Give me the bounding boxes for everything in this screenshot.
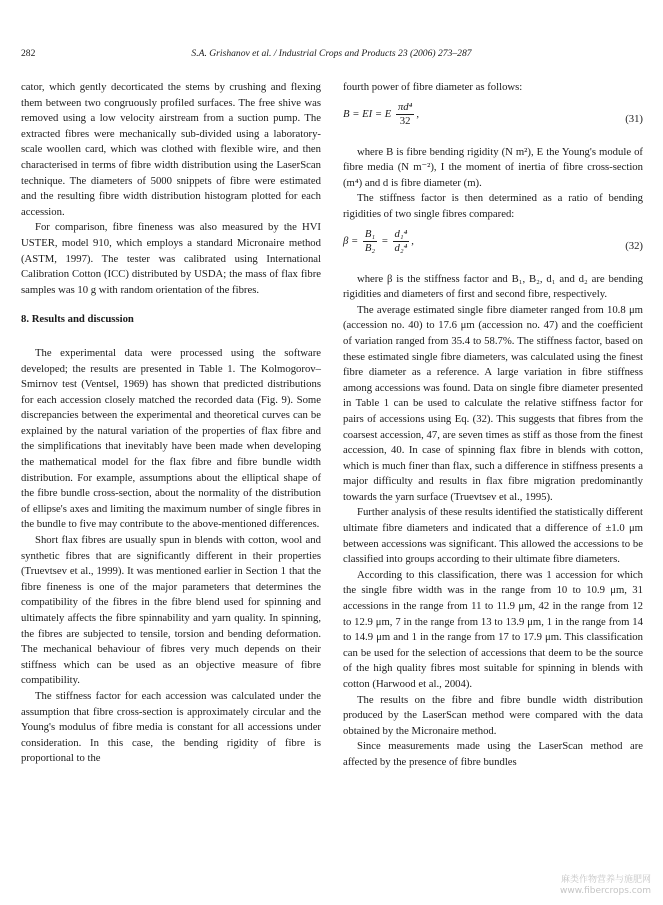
paragraph: Further analysis of these results identified the statistically different ultimate fibre diameters and indicated that a difference of ±1.0 μm between accessions was significant. This allowed the accessions to be classified into groups according to their ultimate fibre diameters.: [343, 506, 643, 566]
left-column: [21, 80, 321, 767]
equation-tail: ,: [416, 107, 420, 120]
paragraph: According to this classification, there was 1 accession for which the single fibre width was in the range from 10 to 10.9 μm, 31 accessions in the range from 11 to 11.9 μm, 42 in the range from 12 to 12.9 μm, 7 in the range from 13 to 13.9 μm, 1 in the range from 14 to 14.9 μm and 1 in the range from 17 to 17.9 μm. This classification can be used for the selection of accessions that deem to be the source of the high quality fibres most suitable for spinning in blends with cotton (Harwood et al., 2004).: [343, 568, 643, 690]
equation-tail: ,: [411, 234, 414, 247]
paragraph: fourth power of fibre diameter as follows:: [343, 81, 523, 93]
paragraph: Since measurements made using the LaserScan method are affected by the presence of fibre bundles: [343, 740, 643, 768]
equation-lhs: B = EI = E: [343, 107, 392, 120]
numerator: d₁⁴: [394, 227, 408, 240]
equals-sign: =: [381, 234, 388, 247]
denominator: d₂⁴: [394, 241, 408, 254]
equation-number: (31): [625, 112, 643, 125]
page-number: 282: [21, 48, 36, 59]
denominator: 32: [399, 114, 411, 127]
numerator: πd⁴: [397, 100, 413, 113]
equation-number: (32): [625, 239, 643, 252]
paragraph: The average estimated single fibre diameter ranged from 10.8 μm (accession no. 40) to 17.6 μm (accession no. 47) and the coefficient of variation ranged from 35.4 to 58.7%. The stiffness factor, based on these estimated single fibre diameters, was calculated using the finest fibre diameter as a reference. A large variation in fibre stiffness among accessions was found. Data on single fibre diameter presented in Table 1 can be used to calculate the relative stiffness factor for pairs of accessions using Eq. (32). This suggests that fibres from the coarsest accession, 47, are seven times as stiff as those from the finest accession, 40. In case of spinning flax fibre in blends with cotton, which is much finer than flax, such a difference in stiffness presents a major difficulty and results in flax fibre migration predominantly towards the yarn surface (Truevtsev et al., 1995).: [343, 303, 643, 503]
watermark-line: 麻类作物营养与施肥网: [560, 875, 651, 885]
numerator: B₁: [364, 227, 376, 240]
equation-lhs: β =: [343, 234, 359, 247]
watermark: [560, 875, 651, 897]
equation-31: [343, 101, 643, 141]
paragraph: The stiffness factor is then determined as a ratio of bending rigidities of two single fibres compared:: [343, 192, 643, 220]
paragraph: For comparison, fibre fineness was also measured by the HVI USTER, model 910, which employs a standard Micronaire method (ASTM, 1997). The tester was calibrated using International Calibration Cotton (ICC) distributed by USDA; the mass of flax fibre samples was 10 g with random orientation of the fibres.: [21, 221, 321, 296]
paragraph: where B is fibre bending rigidity (N m²), E the Young's module of fibre media (N m⁻²), I the moment of inertia of fibre cross-section (m⁴) and d is fibre diameter (m).: [343, 145, 643, 189]
equation-32: [343, 228, 643, 268]
paragraph: Short flax fibres are usually spun in blends with cotton, wool and synthetic fibres that are significantly different in their properties (Truevtsev et al., 1999). It was mentioned earlier in Section 1 that the fibre fineness is one of the major parameters that determines the compatibility of the fibres in the fibre blend used for spinning and ultimately affects the fibre spinnability and yarn quality. In spinning, the fibres are subjected to tensile, torsion and bending deformation. The mechanical behaviour of fibres very much depends on their stiffness which can be used as an objective measure of fibre compatibility.: [21, 534, 321, 687]
fraction: [393, 228, 410, 255]
running-header: [21, 48, 642, 62]
denominator: B₂: [364, 241, 376, 254]
paragraph: where β is the stiffness factor and B₁, B₂, d₁ and d₂ are bending rigidities and diameters of first and second fibre, respectively.: [343, 272, 643, 301]
paragraph: The stiffness factor for each accession was calculated under the assumption that fibre cross-section is approximately circular and the Young's modulus of fibre media is constant for all accessions under consideration. In this case, the bending rigidity of fibre is proportional to the: [21, 689, 321, 765]
fraction: [363, 228, 377, 255]
fraction: [396, 101, 414, 128]
section-heading: 8. Results and discussion: [21, 313, 134, 326]
paragraph: The experimental data were processed using the software developed; the results are presented in Table 1. The Kolmogorov–Smirnov test (Ventsel, 1969) has shown that predicted distributions for each accession closely matched the recorded data (Fig. 9). Some discrepancies between the experimental and theoretical curves can be explained by the natural variation of the properties of flax fibre and the simplifications that inevitably have been made when developing the mathematical model for the flax fibre and fibre bundle width distribution. For example, assumptions about the elliptical shape of the fibre bundle cross-section, about the normality of the distribution of ellipse's axes and limiting the maximum number of single fibres in the bundle to five may contribute to the above-mentioned differences.: [21, 346, 321, 531]
watermark-line: www.fibercrops.com: [560, 886, 651, 896]
paragraph: The results on the fibre and fibre bundle width distribution produced by the LaserScan method were compared with the data obtained by the Micronaire method.: [343, 693, 643, 737]
running-head: S.A. Grishanov et al. / Industrial Crops and Products 23 (2006) 273–287: [191, 48, 472, 59]
right-column: [343, 80, 643, 771]
paragraph: cator, which gently decorticated the stems by crushing and flexing them between two congruously profiled surfaces. The free shive was removed using a low velocity airstream from a suction pump. The extracted fibres were mechanically sub-divided using a laboratory-scale woollen card, which was clothed with flexible wire, and then characterised in terms of fibre width distribution using the LaserScan technique. The diameters of 5000 snippets of fibre were estimated and the resulting fibre width distribution histogram plotted for each accession.: [21, 81, 321, 218]
